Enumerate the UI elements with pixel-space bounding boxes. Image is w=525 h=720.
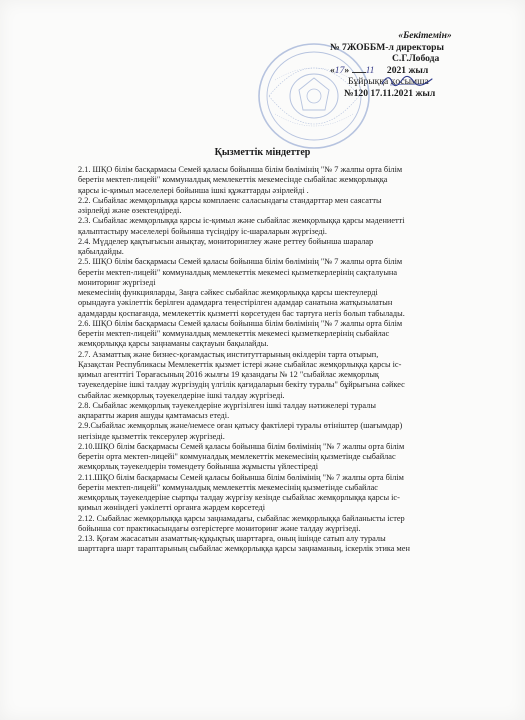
body-text-line: 2.10.ШҚО білім басқармасы Семей қаласы бойынша білім бөлімінің "№ 7 жалпы орта білім (78, 441, 405, 451)
body-text-line: 2.2. Сыбайлас жемқорлыққа қарсы комплаенс саласындағы стандарттар мен саясатты (78, 195, 382, 205)
body-text-line: 2.8. Сыбайлас жемқорлық тәуекелдеріне жүргізілген ішкі талдау нәтижелері туралы (78, 400, 376, 410)
body-text-line: мекемесінің функцияларды, Заңға сәйкес сыбайлас жемқорлыққа қарсы шектеулерді (78, 288, 378, 297)
body-text-line: бойынша сот практикасындағы өзгерістерге мониторинг және талдау жүргізеді. (78, 523, 361, 533)
document-title: Қызметтік міндеттер (214, 147, 311, 158)
body-text-line: 2.5. ШҚО білім басқармасы Семей қаласы бойынша білім бөлімінің "№ 7 жалпы орта білім (78, 257, 403, 267)
handwritten-signature (380, 74, 434, 88)
order-label: Бұйрыққа қосымша (348, 76, 429, 88)
body-text-line: жемқорлыққа қарсы заңнаманы сақтауын бақылайды. (78, 339, 269, 349)
date-quote-open: « (330, 64, 335, 76)
signature-line (330, 53, 500, 65)
body-text-line: 2.9.Сыбайлас жемқорлық және/немесе оған қатысу фактілері туралы өтініштер (шағымдар) (78, 421, 403, 431)
body-text-line: қимыл агенттігі Төрағасының 2016 жылғы 19 қазандағы № 12 "сыбайлас жемқорлық (78, 370, 379, 379)
director-position: № 7ЖОББМ-л директоры (330, 41, 444, 53)
signature-name: С.Г.Лобода (392, 53, 440, 65)
body-text-line: орындауға уәкілеттік берілген адамдарға теңестірілген адамдар санатына жатқызылатын (78, 298, 393, 308)
date-day: 17 (334, 64, 345, 76)
body-text-line: ақпаратты жария ашуды қамтамасыз етеді. (78, 411, 230, 420)
body-text-line: тәуекелдеріне ішкі талдау жүргізудің үлгілік қағидаларын бекіту туралы" бұйрығына сәйкес (78, 380, 405, 390)
body-text-line: 2.12. Сыбайлас жемқорлыққа қарсы заңнамадағы, сыбайлас жемқорлыққа байланысты істер (78, 513, 405, 523)
body-text-line: мониторинг жүргізеді (78, 277, 156, 287)
body-text-line: 2.1. ШҚО білім басқармасы Семей қаласы бойынша білім бөлімінің "№ 7 жалпы орта білім (78, 165, 403, 174)
body-text-line: шарттарға шарт тараптарының сыбайлас жемқорлыққа қарсы заңнаманың, іскерлік этика мен (78, 544, 410, 554)
date-year: 2021 жыл (386, 64, 429, 76)
document-body (78, 165, 506, 555)
body-text-line: беретін мектеп-лицейі" коммуналдық мемлекеттік мекемесінің қызметінде сыбайлас (78, 482, 378, 492)
body-text-line: негізінде қызметтік тексерулер жүргізеді. (78, 431, 225, 441)
body-text-line: адамдарды қоспағанда, мемлекеттік қызметті көрсетуден бас тартуға негіз болып табылады. (78, 308, 405, 318)
body-text-line: қимыл жөніндегі уәкілетті органға жәрдем көрсетеді (78, 503, 266, 513)
body-text-line: әзірлейді және өзектендіреді. (78, 206, 182, 215)
date-quote-close: » (344, 64, 350, 76)
date-month: 11 (365, 64, 375, 76)
body-text-line: 2.13. Қоғам жасасатын азаматтық-құқықтық шарттарға, оның ішінде сатып алу туралы (78, 534, 386, 543)
body-text-line: беретін мектеп-лицейі" коммуналдық мемлекеттік мекемесі қызметкерлерінің сақталуына (78, 267, 398, 277)
body-text-line: қалыптастыру мәселелері бойынша түсіндіру іс-шараларын жүргізеді. (78, 226, 328, 236)
body-text-line: жемқорлық тәуекелдеріне сыртқы талдау жүргізу кезінде сыбайлас жемқорлыққа қарсы іс- (78, 493, 400, 502)
body-text-line: 2.3. Сыбайлас жемқорлыққа қарсы іс-қимыл және сыбайлас жемқорлыққа қарсы мәдениетті (78, 216, 405, 226)
body-text-line: беретін мектеп-лицейі" коммуналдық мемлекеттік мекемесі қызметкерлерінің сыбайлас (78, 329, 390, 338)
body-text-line: қарсы іс-қимыл мәселелері бойынша ішкі құжаттарды әзірлейді . (78, 185, 309, 195)
body-text-line: 2.7. Азаматтық және бизнес-қоғамдастық институттарының өкілдерін тарта отырып, (78, 349, 379, 359)
order-number: №120 17.11.2021 жыл (344, 87, 436, 99)
body-text-line: қабылдайды. (78, 247, 124, 256)
approval-title: «Бекітемін» (398, 30, 452, 41)
body-text-line: Қазақстан Республикасы Мемлекеттік қызмет істері және сыбайлас жемқорлыққа қарсы іс- (78, 359, 402, 369)
body-text-line: 2.6. ШҚО білім басқармасы Семей қаласы бойынша білім бөлімінің "№ 7 жалпы орта білім (78, 318, 403, 328)
body-text-line: беретін орта мектеп-лицейі" коммуналдық мемлекеттік мекемесінің қызметінде сыбайлас (78, 452, 396, 461)
body-text-line: 2.11.ШҚО білім басқармасы Семей қаласы бойынша білім бөлімінің "№ 7 жалпы орта білім (78, 472, 404, 482)
body-text-line: 2.4. Мүдделер қақтығысын анықтау, мониторинглеу және реттеу бойынша шаралар (78, 236, 374, 246)
approval-block (330, 30, 500, 100)
body-text-line: беретін мектеп-лицейі" коммуналдық мемлекеттік мекемесінде сыбайлас жемқорлыққа (78, 175, 388, 185)
body-text-line: жемқорлық тәуекелдерін төмендету бойынша жұмысты үйлестіреді (78, 462, 319, 472)
body-text-line: сыбайлас жемқорлық тәуекелдеріне ішкі талдау жүргізеді. (78, 390, 285, 400)
